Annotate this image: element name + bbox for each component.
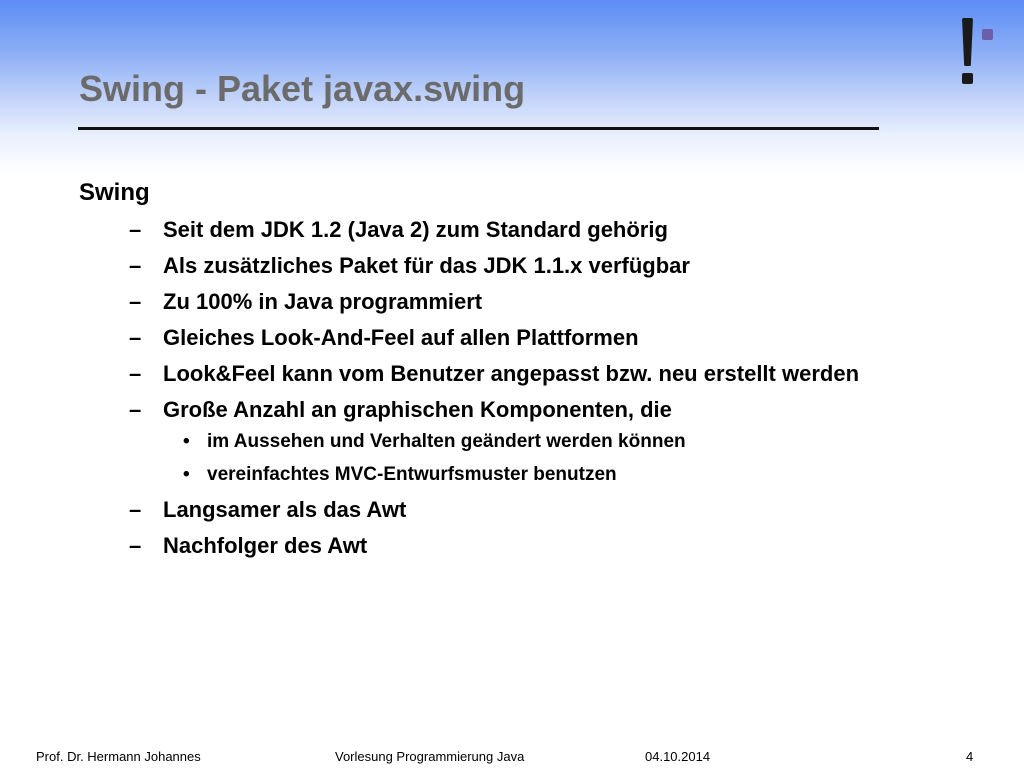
- list-item: [79, 395, 899, 488]
- slide-title: Swing - Paket javax.swing: [79, 68, 526, 109]
- page-number: 4: [966, 749, 974, 764]
- list-item-text: Look&Feel kann vom Benutzer angepasst bzw. neu erstellt werden: [163, 361, 860, 386]
- list-item-text: Langsamer als das Awt: [163, 497, 407, 522]
- logo-dot: [962, 73, 973, 84]
- list-item: [79, 323, 899, 353]
- list-item-text: Seit dem JDK 1.2 (Java 2) zum Standard gehörig: [163, 217, 668, 242]
- list-item-text: Große Anzahl an graphischen Komponenten, die: [163, 397, 672, 422]
- list-item: [79, 251, 899, 281]
- dash-marker: –: [129, 325, 142, 350]
- title-underline: [78, 127, 879, 130]
- exclamation-logo-icon: [958, 18, 998, 86]
- footer-date: 04.10.2014: [645, 749, 711, 764]
- dash-marker: –: [129, 253, 142, 278]
- dash-marker: –: [129, 289, 142, 314]
- bullet-list: [79, 215, 899, 561]
- section-heading: Swing: [79, 179, 150, 206]
- sub-bullet-list: [163, 429, 899, 488]
- dash-marker: –: [129, 217, 142, 242]
- list-item: [79, 531, 899, 561]
- list-item-text: Zu 100% in Java programmiert: [163, 289, 483, 314]
- footer-course: Vorlesung Programmierung Java: [335, 749, 525, 764]
- slide-content: [79, 177, 899, 567]
- logo-accent-square: [982, 29, 993, 40]
- list-item-text: Nachfolger des Awt: [163, 533, 368, 558]
- list-item: [79, 495, 899, 525]
- bullet-marker: •: [183, 431, 190, 452]
- footer-author: Prof. Dr. Hermann Johannes: [36, 749, 201, 764]
- dash-marker: –: [129, 497, 142, 522]
- sub-list-item: [163, 429, 899, 455]
- sub-list-item-text: vereinfachtes MVC-Entwurfsmuster benutzen: [207, 464, 617, 485]
- dash-marker: –: [129, 397, 142, 422]
- dash-marker: –: [129, 533, 142, 558]
- list-item-text: Als zusätzliches Paket für das JDK 1.1.x verfügbar: [163, 253, 690, 278]
- bullet-marker: •: [183, 464, 190, 485]
- list-item: [79, 287, 899, 317]
- sub-list-item-text: im Aussehen und Verhalten geändert werden können: [207, 431, 686, 452]
- dash-marker: –: [129, 361, 142, 386]
- list-item: [79, 359, 899, 389]
- logo-bar: [962, 18, 973, 66]
- list-item: [79, 215, 899, 245]
- list-item-text: Gleiches Look-And-Feel auf allen Plattformen: [163, 325, 639, 350]
- sub-list-item: [163, 462, 899, 488]
